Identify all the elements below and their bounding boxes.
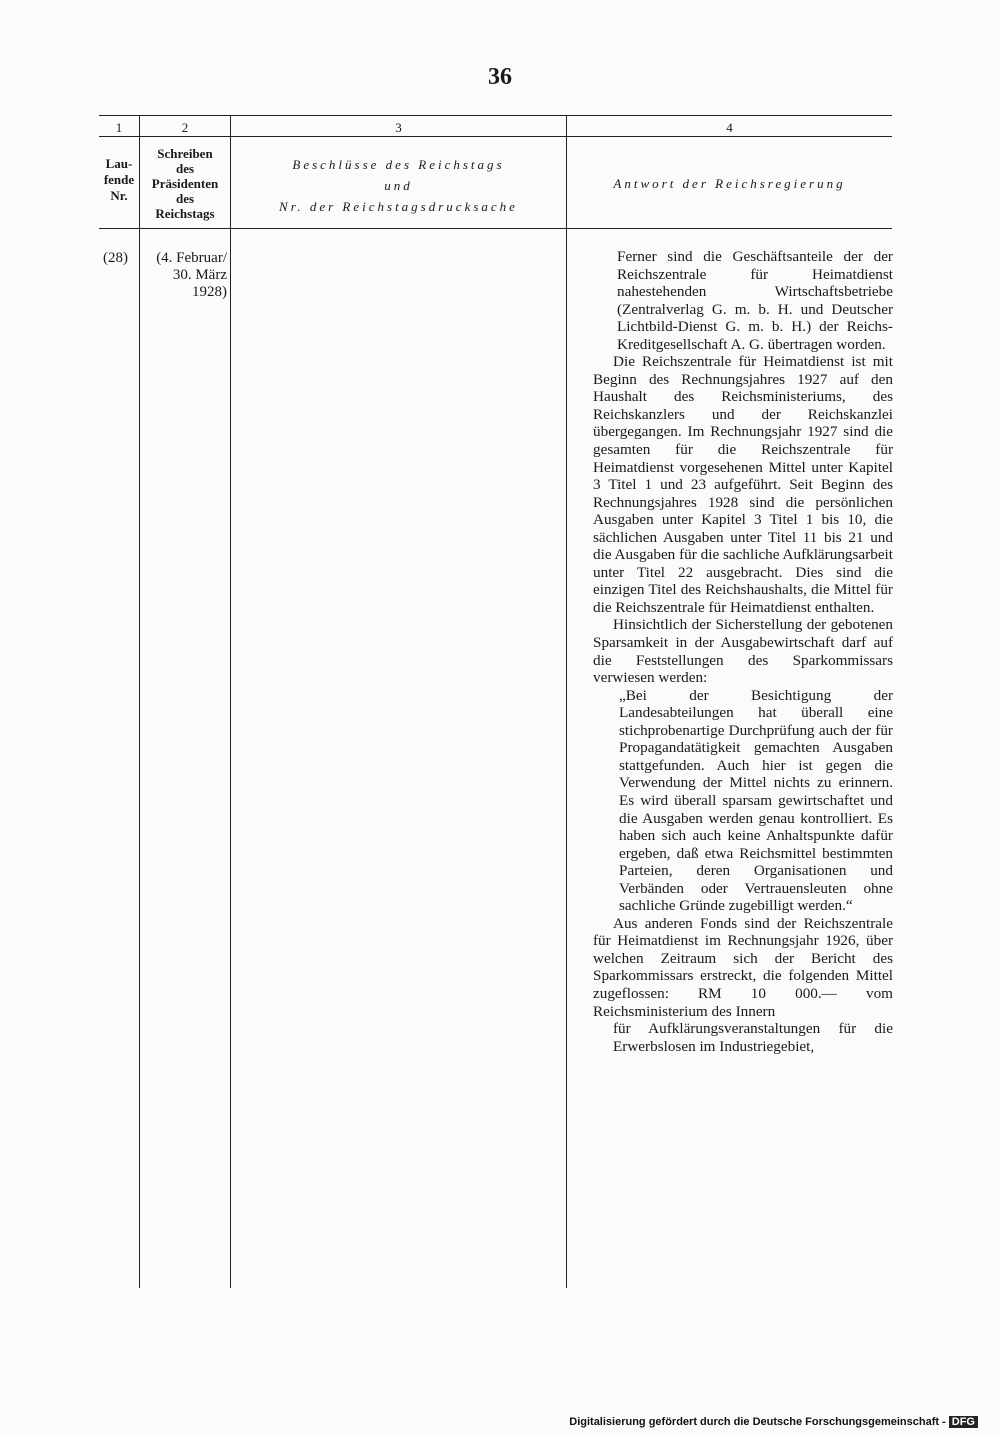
dfg-logo: DFG <box>949 1416 978 1428</box>
answer-paragraph: Die Reichszentrale für Heimatdienst ist mit Beginn des Rechnungsjahres 1927 auf den Haushalt des Reichsministeriums, des Reichskanzlers und der Reichskanzlei übergegangen. Im Rechnungsjahr 1927 sind die gesamten für die Reichszentrale für Heimatdienst vorgesehenen Mittel unter Kapitel 3 Titel 1 und 23 aufgeführt. Seit Beginn des Rechnungsjahres 1928 sind die persönlichen Ausgaben unter Kapitel 3 Titel 1 bis 10, die sächlichen Ausgaben unter Titel 11 bis 21 und die Ausgaben für die sachliche Aufklärungsarbeit unter Titel 22 ausgebracht. Dies sind die einzigen Titel des Reichshaushalts, die Mittel für die Reichszentrale für Heimatdienst enthalten. <box>593 353 893 616</box>
row-number: (28) <box>103 250 128 266</box>
quotation-paragraph: „Bei der Besichtigung der Landesabteilungen hat überall eine stichprobenartige Durchprüfung auch der für Propagandatätigkeit gemachten Ausgaben stattgefunden. Auch hier ist gegen die Verwendung der Mittel nichts zu erinnern. Es wird überall sparsam gewirtschaftet und die Ausgaben werden genau kontrolliert. Es haben sich auch keine Anhaltspunkte dafür ergeben, daß etwa Reichsmittel bestimmten Parteien, deren Organisationen und Verbänden oder Vertrauensleuten ohne sachliche Gründe zugebilligt werden.“ <box>619 686 893 915</box>
answer-paragraph: Aus anderen Fonds sind der Reichszentrale für Heimatdienst im Rechnungsjahr 1926, über welchen Zeitraum sich der Bericht des Sparkommissars erstreckt, die folgenden Mittel zugeflossen: RM 10 000.— vom Reichsministerium des Innern <box>593 914 893 1020</box>
column-divider-1 <box>139 115 140 1288</box>
row-dates: (4. Februar/ 30. März 1928) <box>156 250 227 300</box>
page-number: 36 <box>488 64 512 90</box>
header-laufende-nr: Lau- fende Nr. <box>103 156 135 203</box>
header-bottom-rule <box>99 228 892 229</box>
table-top-rule <box>99 115 892 116</box>
column-number-2: 2 <box>181 120 189 135</box>
column-number-1: 1 <box>115 120 123 135</box>
column-number-4: 4 <box>726 120 733 135</box>
answer-paragraph: Hinsichtlich der Sicherstellung der gebotenen Sparsamkeit in der Ausgabewirtschaft darf auf die Feststellungen des Sparkommissars verwiesen werden: <box>593 616 893 687</box>
header-beschluesse: Beschlüsse des Reichstags und Nr. der Reichstagsdrucksache <box>279 157 518 214</box>
answer-paragraph: für Aufklärungsveranstaltungen für die Erwerbslosen im Industriegebiet, <box>613 1020 893 1055</box>
header-number-rule <box>99 136 892 137</box>
answer-text <box>593 248 893 1055</box>
answer-paragraph: Ferner sind die Geschäftsanteile der der Reichszentrale für Heimatdienst nahestehenden Wirtschaftsbetriebe (Zentralverlag G. m. b. H. und Deutscher Lichtbild-Dienst G. m. b. H.) der Reichs-Kreditgesellschaft A. G. übertragen worden. <box>617 248 893 353</box>
header-schreiben: Schreiben des Präsidenten des Reichstags <box>151 146 219 221</box>
column-number-3: 3 <box>395 120 402 135</box>
header-antwort: Antwort der Reichsregierung <box>613 176 846 191</box>
column-divider-3 <box>566 115 567 1288</box>
footer-credit: Digitalisierung gefördert durch die Deutsche Forschungsgemeinschaft - DFG <box>569 1416 978 1428</box>
column-divider-2 <box>230 115 231 1288</box>
